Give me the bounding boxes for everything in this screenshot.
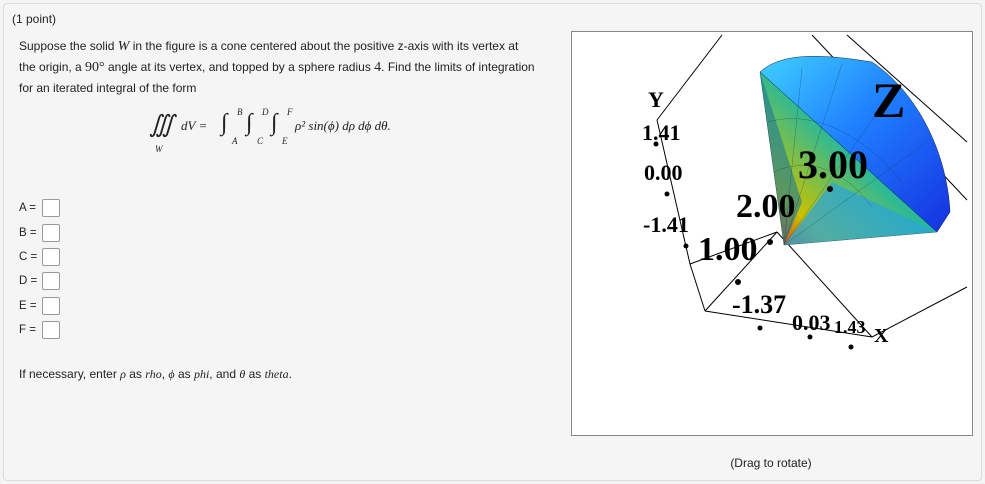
problem-text-part: . Find the limits of integration bbox=[381, 60, 535, 74]
field-row-a bbox=[19, 196, 60, 220]
field-row-e bbox=[19, 294, 60, 318]
triple-integral-symbol: ∭ bbox=[149, 112, 175, 138]
problem-panel bbox=[3, 3, 982, 481]
hint-text: as bbox=[125, 367, 146, 381]
field-row-b bbox=[19, 220, 60, 244]
hint-text: , and bbox=[209, 367, 240, 381]
phi-symbol: ϕ bbox=[168, 367, 175, 381]
theta-word: theta bbox=[264, 367, 289, 381]
integral-region: W bbox=[155, 144, 163, 154]
field-label-e: E = bbox=[19, 299, 37, 312]
3d-plot-svg[interactable] bbox=[572, 32, 972, 435]
limit-f: F bbox=[287, 107, 293, 117]
axis-label-z: Z bbox=[872, 72, 906, 128]
limit-d: D bbox=[262, 107, 269, 117]
phi-word: phi bbox=[193, 367, 210, 381]
answer-input-e[interactable] bbox=[42, 297, 60, 315]
field-label-b: B = bbox=[19, 226, 37, 239]
hint-text: . bbox=[288, 367, 292, 381]
y-tick-label: 0.00 bbox=[644, 160, 683, 185]
points-label: (1 point) bbox=[12, 12, 57, 26]
problem-line-2 bbox=[19, 57, 559, 78]
integral-formula bbox=[149, 108, 429, 158]
x-tick-label: -1.37 bbox=[732, 290, 787, 319]
problem-text-part: the origin, a bbox=[19, 60, 86, 74]
integral-symbol-middle: ∫ bbox=[246, 110, 253, 136]
rho-symbol: ρ bbox=[120, 367, 126, 381]
z-tick-label: 1.00 bbox=[698, 231, 758, 268]
rho-word: rho bbox=[145, 367, 162, 381]
3d-plot-canvas[interactable] bbox=[571, 31, 973, 436]
limit-e: E bbox=[282, 136, 288, 146]
dv-text: dV = bbox=[181, 118, 208, 133]
problem-text-part: angle at its vertex, and topped by a sphere radius bbox=[104, 60, 375, 74]
axis-label-y: Y bbox=[648, 87, 664, 112]
y-tick-label: 1.41 bbox=[642, 120, 681, 145]
z-tick-label: 2.00 bbox=[736, 188, 796, 225]
y-tick-label: -1.41 bbox=[643, 212, 689, 237]
answer-input-f[interactable] bbox=[42, 321, 60, 339]
field-label-a: A = bbox=[19, 202, 36, 215]
theta-symbol: θ bbox=[239, 367, 246, 381]
problem-text-part: Suppose the solid bbox=[19, 39, 118, 53]
limit-a: A bbox=[232, 136, 238, 146]
axis-label-x: X bbox=[874, 325, 889, 347]
limit-c: C bbox=[257, 136, 264, 146]
problem-text bbox=[19, 36, 559, 99]
problem-line-3: for an iterated integral of the form bbox=[19, 81, 197, 95]
hint-text: , bbox=[161, 367, 169, 381]
drag-hint: (Drag to rotate) bbox=[730, 456, 812, 470]
answer-input-c[interactable] bbox=[42, 248, 60, 266]
solid-variable: W bbox=[117, 39, 130, 54]
field-label-d: D = bbox=[19, 275, 38, 288]
field-row-d bbox=[19, 269, 60, 293]
integrand: ρ² sin(ϕ) dρ dϕ dθ. bbox=[295, 118, 391, 133]
hint-text: as bbox=[245, 367, 265, 381]
x-tick-label: 1.43 bbox=[834, 317, 866, 337]
integral-symbol-outer: ∫ bbox=[221, 110, 228, 136]
vertex-angle: 90° bbox=[85, 60, 105, 75]
answer-input-a[interactable] bbox=[42, 199, 60, 217]
entry-hint bbox=[19, 367, 292, 382]
problem-text-part: in the figure is a cone centered about the positive z-axis with its vertex at bbox=[129, 39, 519, 53]
field-row-f bbox=[19, 318, 60, 342]
hint-text: If necessary, enter bbox=[19, 367, 121, 381]
problem-line-1 bbox=[19, 36, 559, 57]
sphere-radius: 4 bbox=[374, 60, 382, 75]
field-label-f: F = bbox=[19, 324, 36, 337]
answer-input-d[interactable] bbox=[42, 272, 60, 290]
field-label-c: C = bbox=[19, 250, 38, 263]
integral-symbol-inner: ∫ bbox=[271, 110, 278, 136]
x-tick-label: 0.03 bbox=[792, 310, 831, 335]
limit-b: B bbox=[237, 107, 243, 117]
answer-fields bbox=[19, 196, 60, 342]
z-tick-label: 3.00 bbox=[798, 142, 868, 187]
hint-text: as bbox=[174, 367, 194, 381]
field-row-c bbox=[19, 245, 60, 269]
answer-input-b[interactable] bbox=[42, 224, 60, 242]
